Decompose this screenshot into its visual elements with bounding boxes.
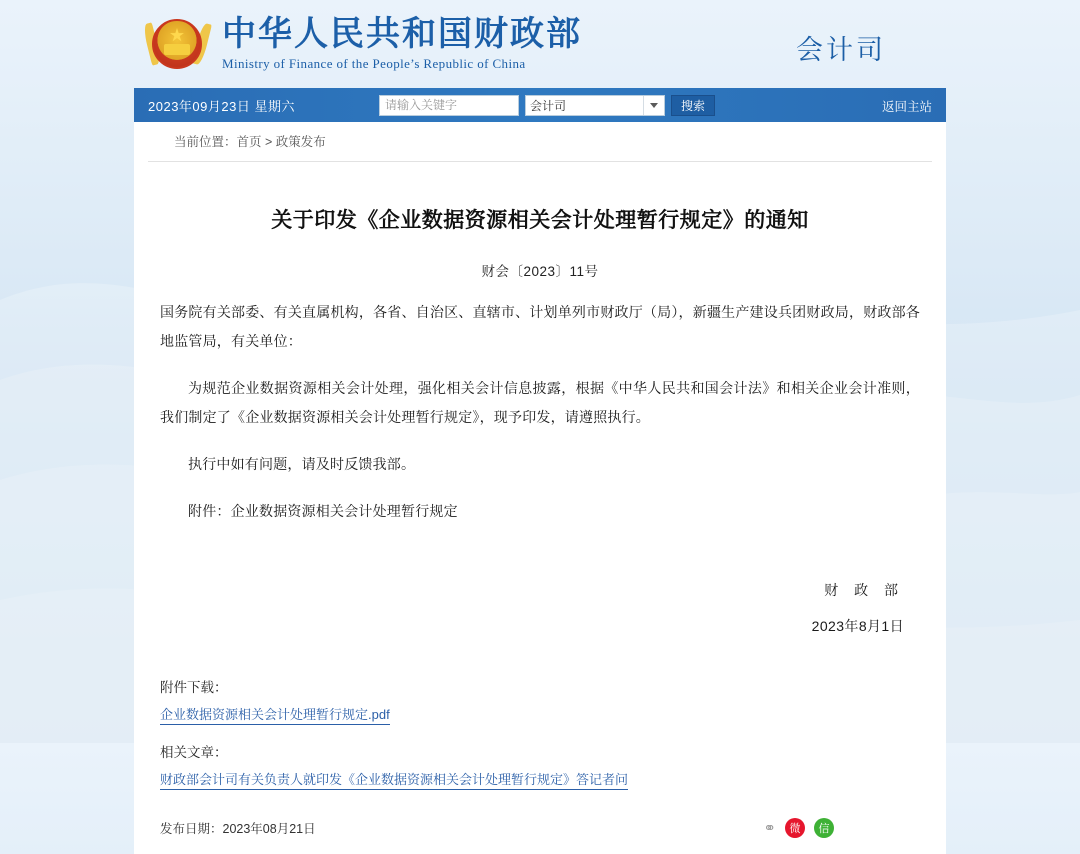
attachment-block bbox=[160, 676, 920, 844]
search-scope-value: 会计司 bbox=[530, 98, 567, 113]
document-sign-date: 2023年8月1日 bbox=[811, 618, 904, 634]
search-button[interactable]: 搜索 bbox=[671, 95, 715, 116]
chevron-down-icon bbox=[650, 103, 658, 108]
department-title: 会计司 bbox=[796, 35, 886, 65]
document-paragraph: 附件：企业数据资源相关会计处理暂行规定 bbox=[188, 503, 458, 519]
related-article-link[interactable]: 财政部会计司有关负责人就印发《企业数据资源相关会计处理暂行规定》答记者问 bbox=[160, 771, 628, 790]
publish-date: 发布日期：2023年08月21日 bbox=[160, 822, 316, 836]
select-divider bbox=[643, 96, 644, 115]
wechat-icon[interactable]: 信 bbox=[814, 818, 834, 838]
related-articles-label: 相关文章： bbox=[160, 745, 228, 760]
site-title-en: Ministry of Finance of the People’s Republic of China bbox=[222, 56, 526, 71]
national-emblem-icon: ★ bbox=[148, 15, 206, 73]
publish-row bbox=[160, 818, 920, 844]
current-date: 2023年09月23日 星期六 bbox=[148, 98, 295, 114]
document-paragraph: 国务院有关部委、有关直属机构，各省、自治区、直辖市、计划单列市财政厅（局），新疆生产建设兵团财政局，财政部各地监管局，有关单位： bbox=[160, 304, 920, 349]
document-number: 财会〔2023〕11号 bbox=[481, 264, 599, 279]
document-body bbox=[134, 204, 946, 844]
page-title: 关于印发《企业数据资源相关会计处理暂行规定》的通知 bbox=[271, 208, 809, 232]
search-input[interactable] bbox=[379, 95, 519, 116]
share-more-icon[interactable]: ⚭ bbox=[763, 820, 776, 837]
search-scope-select[interactable] bbox=[525, 95, 665, 116]
breadcrumb: 当前位置：首页 > 政策发布 bbox=[148, 122, 932, 162]
document-paragraph: 执行中如有问题，请及时反馈我部。 bbox=[188, 456, 416, 472]
weibo-icon[interactable]: 微 bbox=[785, 818, 805, 838]
back-to-main-site-link[interactable]: 返回主站 bbox=[881, 100, 932, 114]
top-nav-bar bbox=[134, 88, 946, 122]
attachment-file-link[interactable]: 企业数据资源相关会计处理暂行规定.pdf bbox=[160, 706, 390, 725]
site-title-cn: 中华人民共和国财政部 bbox=[222, 16, 582, 53]
attachment-label: 附件下载： bbox=[160, 680, 228, 695]
document-paragraph: 为规范企业数据资源相关会计处理，强化相关会计信息披露，根据《中华人民共和国会计法》和相关企业会计准则，我们制定了《企业数据资源相关会计处理暂行规定》，现予印发，请遵照执行。 bbox=[160, 380, 920, 425]
site-title-block bbox=[222, 15, 582, 73]
share-icons bbox=[763, 818, 834, 838]
document-signature: 财 政 部 bbox=[824, 582, 904, 598]
content-card bbox=[134, 122, 946, 854]
site-header bbox=[0, 0, 1080, 88]
search-area bbox=[379, 88, 715, 122]
